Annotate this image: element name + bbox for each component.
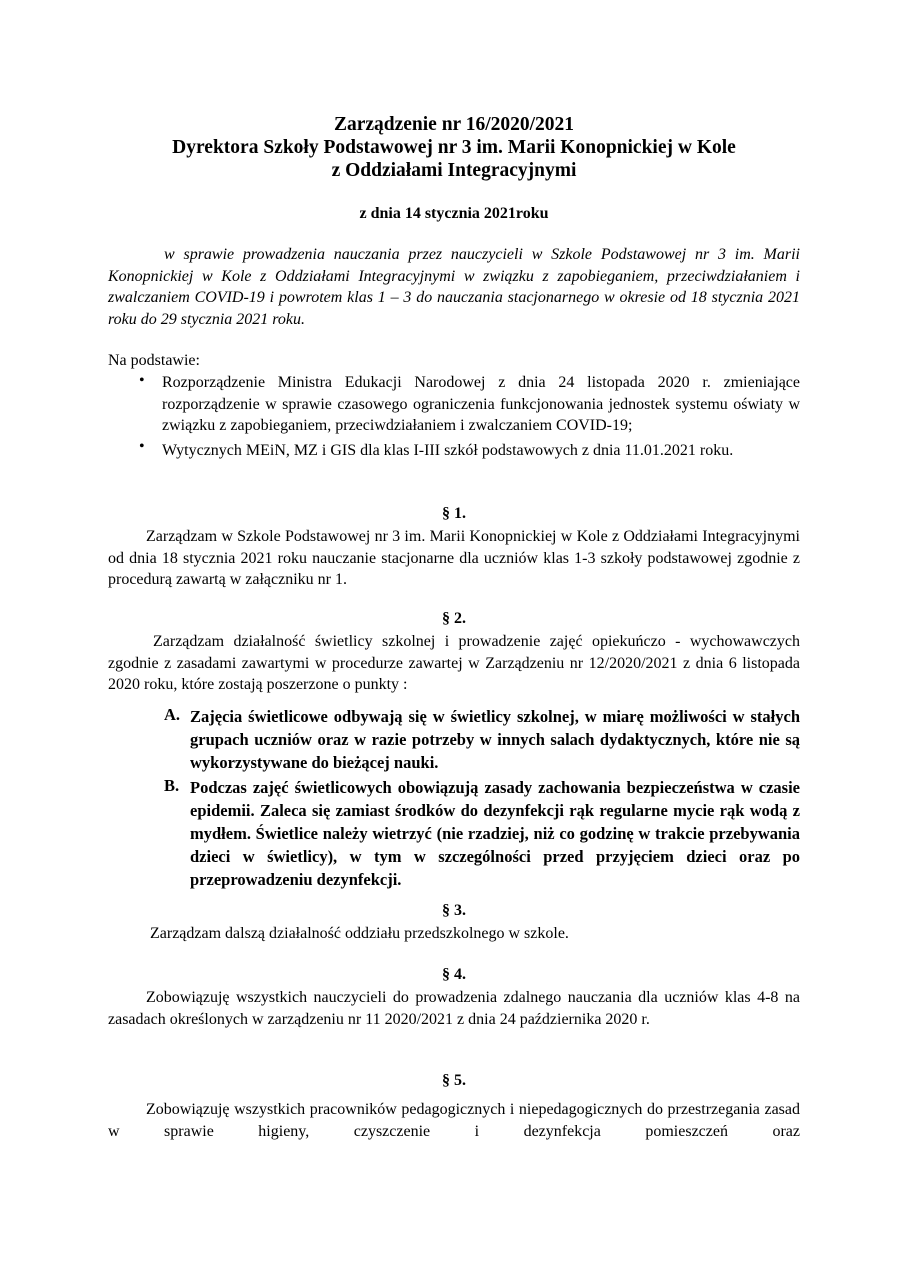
section-text-3: Zarządzam dalszą działalność oddziału przedszkolnego w szkole. (150, 925, 569, 942)
basis-label: Na podstawie: (108, 352, 200, 369)
section-text-2: Zarządzam działalność świetlicy szkolnej i prowadzenie zajęć opiekuńczo - wychowawczych zgodnie z zasadami zawartymi w procedurze zawartej w Zarządzeniu nr 12/2020/2021 z dnia 6 listopada 2020 roku, które zostają poszerzone o punkty : (108, 633, 800, 693)
section-heading-5: § 5. (442, 1072, 466, 1089)
document-subject: w sprawie prowadzenia nauczania przez nauczycieli w Szkole Podstawowej nr 3 im. Marii Konopnickiej w Kole z Oddziałami Integracyjnymi w związku z zapobieganiem, przeciwdziałaniem i zwalczaniem COVID-19 i powrotem klas 1 – 3 do nauczania stacjonarnego w okresie od 18 stycznia 2021 roku do 29 stycznia 2021 roku. (108, 246, 800, 328)
bullet-icon: • (139, 372, 145, 389)
point-text-a: Zajęcia świetlicowe odbywają się w świetlicy szkolnej, w miarę możliwości w stałych grupach uczniów oraz w razie potrzeby w innych salach dydaktycznych, które nie są wykorzystywane do bieżącej nauki. (190, 707, 800, 772)
section-heading-4: § 4. (442, 966, 466, 983)
section-text-4: Zobowiązuję wszystkich nauczycieli do prowadzenia zdalnego nauczania dla uczniów klas 4-8 na zasadach określonych w zarządzeniu nr 11 2020/2021 z dnia 24 października 2020 r. (108, 989, 800, 1028)
point-letter-a: A. (164, 705, 181, 724)
document-title-line-1: Zarządzenie nr 16/2020/2021 (333, 114, 575, 135)
section-text-1: Zarządzam w Szkole Podstawowej nr 3 im. Marii Konopnickiej w Kole z Oddziałami Integracyjnymi od dnia 18 stycznia 2021 roku nauczanie stacjonarne dla uczniów klas 1-3 szkoły podstawowej zgodnie z procedurą zawartą w załączniku nr 1. (108, 528, 800, 588)
section-heading-2: § 2. (442, 610, 466, 627)
point-text-b: Podczas zajęć świetlicowych obowiązują zasady zachowania bezpieczeństwa w czasie epidemii. Zaleca się zamiast środków do dezynfekcji rąk regularne mycie rąk wodą z mydłem. Świetlice należy wietrzyć (nie rzadziej, niż co godzinę w trakcie przebywania dzieci w świetlicy), w tym w szczególności przed przyjęciem dzieci oraz po przeprowadzeniu dezynfekcji. (190, 778, 800, 889)
section-heading-3: § 3. (442, 902, 466, 919)
basis-item-2: Wytycznych MEiN, MZ i GIS dla klas I-III szkół podstawowych z dnia 11.01.2021 roku. (162, 442, 734, 459)
bullet-icon: • (139, 438, 145, 455)
point-letter-b: B. (164, 776, 180, 795)
basis-item-1: Rozporządzenie Ministra Edukacji Narodowej z dnia 24 listopada 2020 r. zmieniające rozporządzenie w sprawie czasowego ograniczenia funkcjonowania jednostek systemu oświaty w związku z zapobieganiem, przeciwdziałaniem i zwalczaniem COVID-19; (162, 374, 800, 434)
document-date: z dnia 14 stycznia 2021roku (359, 205, 549, 222)
section-heading-1: § 1. (442, 505, 466, 522)
section-text-5: Zobowiązuję wszystkich pracowników pedagogicznych i niepedagogicznych do przestrzegania zasad w sprawie higieny, czyszczenie i dezynfekcja pomieszczeń oraz (108, 1101, 800, 1140)
document-title-line-3: z Oddziałami Integracyjnymi (331, 160, 577, 181)
document-title-line-2: Dyrektora Szkoły Podstawowej nr 3 im. Marii Konopnickiej w Kole (172, 137, 736, 158)
